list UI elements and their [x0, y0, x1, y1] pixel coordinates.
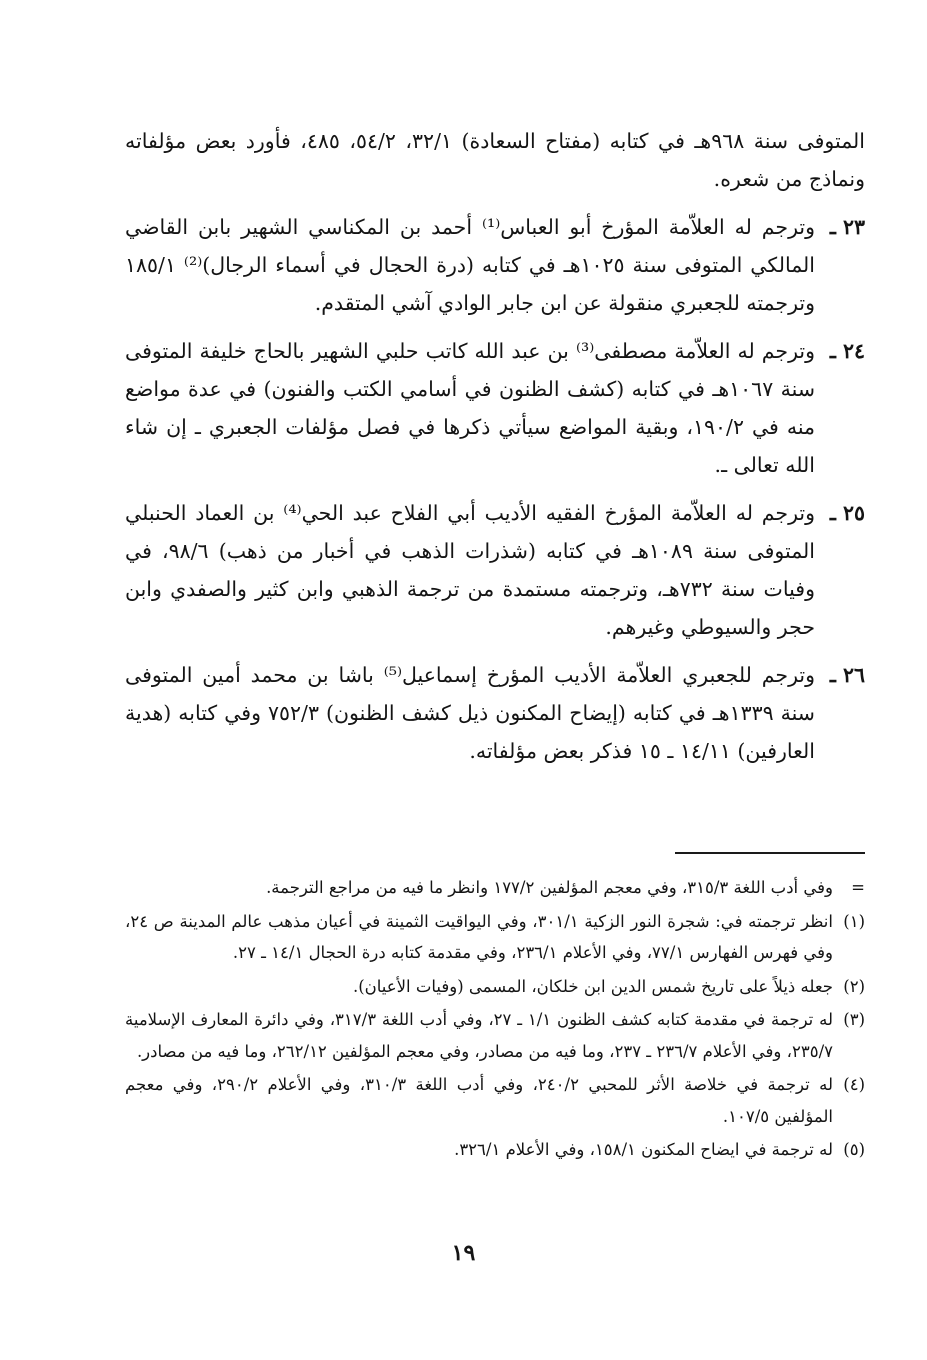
footnote-5	[125, 1134, 865, 1166]
entry-23	[125, 208, 865, 322]
footnote-text: له ترجمة في ايضاح المكنون ١٥٨/١، وفي الأعلام ٣٢٦/١.	[454, 1140, 833, 1159]
entry-number: ٢٣ ـ	[829, 215, 865, 239]
entry-24	[125, 332, 865, 484]
entry-26	[125, 656, 865, 770]
entry-number: ٢٦ ـ	[829, 663, 865, 687]
footnote-text: جعله ذيلاً على تاريخ شمس الدين ابن خلكان، المسمى (وفيات الأعيان).	[352, 976, 833, 996]
footnote-text: انظر ترجمته في: شجرة النور الزكية ٣٠١/١، وفي اليواقيت الثمينة في أعيان مذهب عالم المدينة ص ٢٤، وفي فهرس الفهارس ٧٧/١، وفي الأعلام ٢٣٦/١، وفي مقدمة كتابه درة الحجال ١٤/١ ـ ٢٧.	[125, 911, 833, 962]
footnote-3	[125, 1004, 865, 1067]
entry-number: ٢٤ ـ	[829, 339, 865, 363]
page-number: ١٩	[451, 1240, 476, 1266]
entry-text: وترجم للجعبري العلاّمة الأديب المؤرخ إسماعيل⁽⁵⁾ باشا بن محمد أمين المتوفى سنة ١٣٣٩هـ في كتابه (إيضاح المكنون ذيل كشف الظنون) ٧٥٢/٣ وفي كتابه (هدية العارفين) ١٤/١١ ـ ١٥ فذكر بعض مؤلفاته.	[125, 663, 815, 763]
footnote-marker: (٤)	[843, 1075, 865, 1094]
footnote-separator	[675, 852, 865, 854]
footnote-1	[125, 906, 865, 969]
footnotes	[125, 872, 865, 1166]
footnote-text: له ترجمة في مقدمة كتابه كشف الظنون ١/١ ـ ٢٧، وفي أدب اللغة ٣١٧/٣، وفي دائرة المعارف الإسلامية ٢٣٥/٧، وفي الأعلام ٢٣٦/٧ ـ ٢٣٧، وما فيه من مصادر، وفي معجم المؤلفين ٢٦٢/١٢، وما فيه من مصادر.	[125, 1010, 833, 1061]
intro-paragraph: المتوفى سنة ٩٦٨هـ في كتابه (مفتاح السعادة) ٣٢/١، ٥٤/٢، ٤٨٥، فأورد بعض مؤلفاته ونماذج من شعره.	[125, 129, 866, 191]
entry-text: وترجم له العلاّمة المؤرخ الفقيه الأديب أبي الفلاح عبد الحي⁽⁴⁾ بن العماد الحنبلي المتوفى سنة ١٠٨٩هـ في كتابه (شذرات الذهب في أخبار من ذهب) ٩٨/٦، في وفيات سنة ٧٣٢هـ، وترجمته مستمدة من ترجمة الذهبي وابن كثير والصفدي وابن حجر والسيوطي وغيرهم.	[125, 501, 815, 639]
entry-text: وترجم له العلاّمة مصطفى⁽³⁾ بن عبد الله كاتب حلبي الشهير بالحاج خليفة المتوفى سنة ١٠٦٧هـ في كتابه (كشف الظنون في أسامي الكتب والفنون) في عدة مواضع منه في ١٩٠/٢، وبقية المواضع سيأتي ذكرها في فصل مؤلفات الجعبري ـ إن شاء الله تعالى ـ.	[125, 339, 816, 477]
footnote-4	[125, 1069, 865, 1132]
entry-text: وترجم له العلاّمة المؤرخ أبو العباس⁽¹⁾ أحمد بن المكناسي الشهير بابن القاضي المالكي المتوفى سنة ١٠٢٥هـ في كتابه (درة الحجال في أسماء الرجال)⁽²⁾ ١٨٥/١ وترجمته للجعبري منقولة عن ابن جابر الوادي آشي المتقدم.	[125, 215, 815, 315]
footnote-text: وفي أدب اللغة ٣١٥/٣، وفي معجم المؤلفين ١٧٧/٢ وانظر ما فيه من مراجع الترجمة.	[266, 878, 833, 897]
footnote-continuation	[125, 872, 865, 904]
entry-25	[125, 494, 865, 646]
main-text	[125, 122, 865, 770]
entry-number: ٢٥ ـ	[829, 501, 865, 525]
footnote-marker: (١)	[843, 911, 865, 931]
footnote-text: له ترجمة في خلاصة الأثر للمحبي ٢٤٠/٢، وفي أدب اللغة ٣١٠/٣، وفي الأعلام ٢٩٠/٢، وفي معجم المؤلفين ١٠٧/٥.	[125, 1075, 833, 1126]
footnote-marker: (٢)	[843, 976, 865, 996]
footnote-2	[125, 971, 865, 1003]
footnote-marker: =	[851, 878, 865, 897]
footnote-marker: (٥)	[843, 1140, 865, 1159]
footnote-marker: (٣)	[843, 1010, 865, 1029]
